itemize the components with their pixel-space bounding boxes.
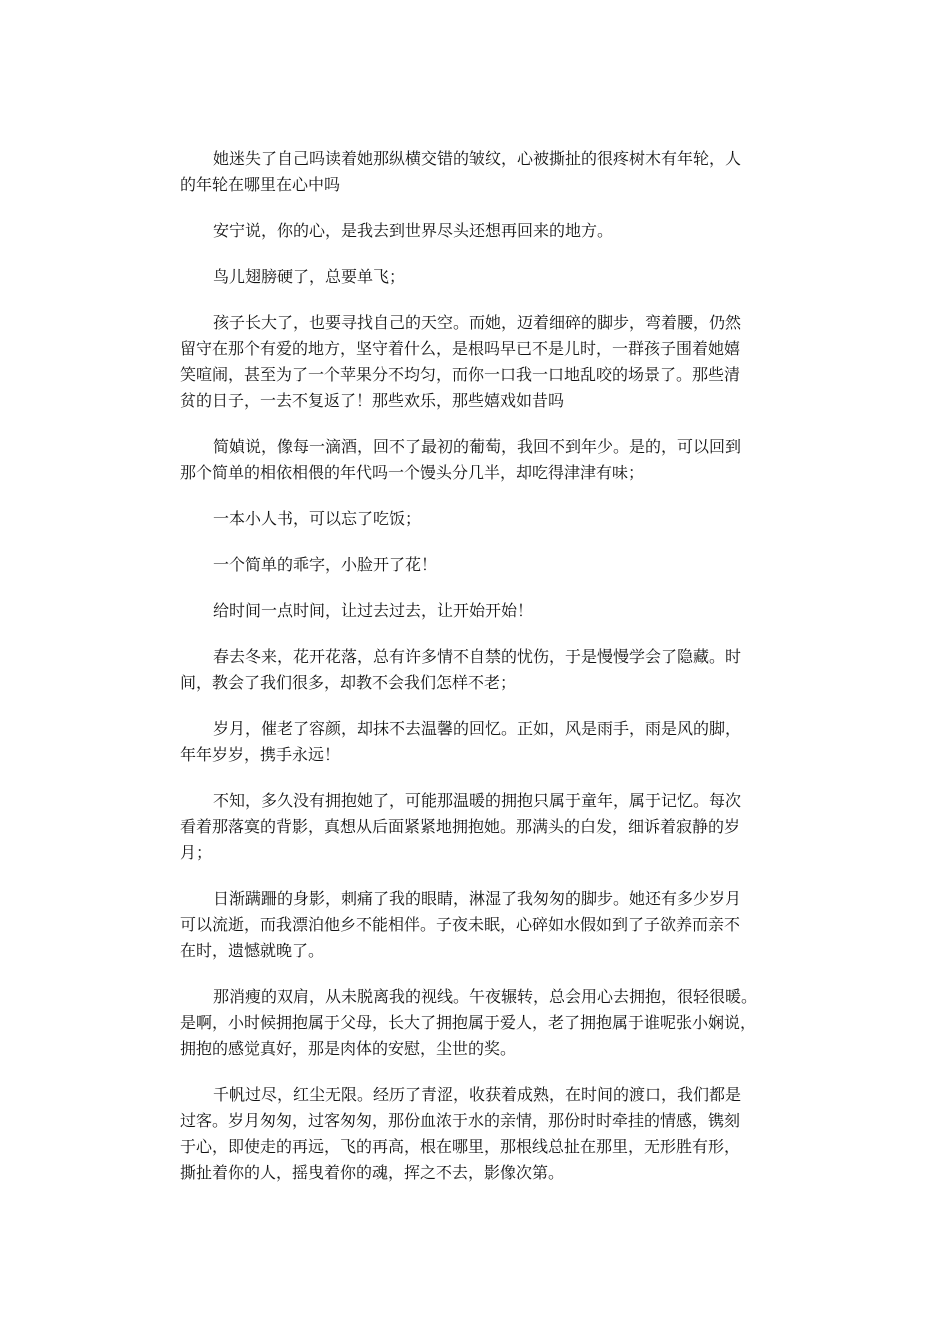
text-line: 鸟儿翅膀硬了，总要单飞； <box>213 267 406 286</box>
paragraph-13 <box>180 984 780 1062</box>
paragraph-11 <box>180 788 780 866</box>
text-line: 一本小人书，可以忘了吃饭； <box>213 509 422 528</box>
text-line: 一个简单的乖字，小脸开了花！ <box>213 555 438 574</box>
text-line: 看着那落寞的背影，真想从后面紧紧地拥抱她。那满头的白发，细诉着寂静的岁 <box>180 817 741 836</box>
text-line: 不知，多久没有拥抱她了，可能那温暖的拥抱只属于童年，属于记忆。每次 <box>213 791 742 810</box>
paragraph-14 <box>180 1082 780 1186</box>
text-line: 那个简单的相依相偎的年代吗一个馒头分几半，却吃得津津有味； <box>180 463 645 482</box>
text-line: 安宁说，你的心，是我去到世界尽头还想再回来的地方。 <box>213 221 614 240</box>
paragraph-6 <box>180 506 780 532</box>
text-line: 贫的日子，一去不复返了！那些欢乐，那些嬉戏如昔吗 <box>180 391 565 410</box>
text-line: 过客。岁月匆匆，过客匆匆，那份血浓于水的亲情，那份时时牵挂的情感，镌刻 <box>180 1111 741 1130</box>
paragraph-8 <box>180 598 780 624</box>
paragraph-5 <box>180 434 780 486</box>
text-line: 可以流逝，而我漂泊他乡不能相伴。子夜未眠，心碎如水假如到了子欲养而亲不 <box>180 915 741 934</box>
text-line: 岁月，催老了容颜，却抹不去温馨的回忆。正如，风是雨手，雨是风的脚， <box>213 719 742 738</box>
article-body <box>180 146 780 1206</box>
text-line: 千帆过尽，红尘无限。经历了青涩，收获着成熟，在时间的渡口，我们都是 <box>213 1085 742 1104</box>
text-line: 给时间一点时间，让过去过去，让开始开始！ <box>213 601 534 620</box>
text-line: 是啊，小时候拥抱属于父母，长大了拥抱属于爱人，老了拥抱属于谁呢张小娴说， <box>180 1013 757 1032</box>
text-line: 留守在那个有爱的地方，坚守着什么，是根吗早已不是儿时，一群孩子围着她嬉 <box>180 339 741 358</box>
text-line: 笑喧闹，甚至为了一个苹果分不均匀，而你一口我一口地乱咬的场景了。那些清 <box>180 365 741 384</box>
text-line: 孩子长大了，也要寻找自己的天空。而她，迈着细碎的脚步，弯着腰，仍然 <box>213 313 742 332</box>
paragraph-12 <box>180 886 780 964</box>
text-line: 于心，即使走的再远，飞的再高，根在哪里，那根线总扯在那里，无形胜有形， <box>180 1137 741 1156</box>
text-line: 那消瘦的双肩，从未脱离我的视线。午夜辗转，总会用心去拥抱，很轻很暖。 <box>213 987 758 1006</box>
text-line: 间，教会了我们很多，却教不会我们怎样不老； <box>180 673 517 692</box>
paragraph-1 <box>180 146 780 198</box>
paragraph-3 <box>180 264 780 290</box>
paragraph-4 <box>180 310 780 414</box>
paragraph-7 <box>180 552 780 578</box>
text-line: 月； <box>180 843 213 862</box>
text-line: 日渐蹒跚的身影，刺痛了我的眼睛，淋湿了我匆匆的脚步。她还有多少岁月 <box>213 889 742 908</box>
text-line: 年年岁岁，携手永远！ <box>180 745 341 764</box>
text-line: 她迷失了自己吗读着她那纵横交错的皱纹，心被撕扯的很疼树木有年轮，人 <box>213 149 742 168</box>
text-line: 撕扯着你的人，摇曳着你的魂，挥之不去，影像次第。 <box>180 1163 565 1182</box>
paragraph-10 <box>180 716 780 768</box>
text-line: 的年轮在哪里在心中吗 <box>180 175 341 194</box>
paragraph-2 <box>180 218 780 244</box>
paragraph-9 <box>180 644 780 696</box>
text-line: 简媜说，像每一滴酒，回不了最初的葡萄，我回不到年少。是的，可以回到 <box>213 437 742 456</box>
text-line: 春去冬来，花开花落，总有许多情不自禁的忧伤，于是慢慢学会了隐藏。时 <box>213 647 742 666</box>
text-line: 在时，遗憾就晚了。 <box>180 941 325 960</box>
text-line: 拥抱的感觉真好，那是肉体的安慰，尘世的奖。 <box>180 1039 517 1058</box>
